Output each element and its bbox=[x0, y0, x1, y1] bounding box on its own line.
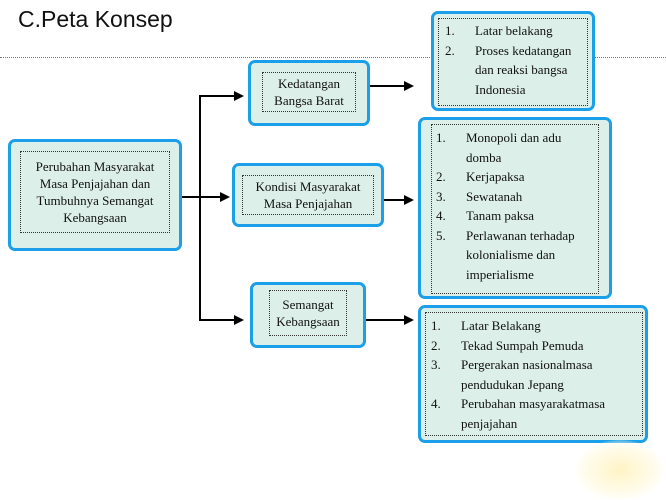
decorative-glow bbox=[575, 440, 665, 500]
detail-list-kondisi bbox=[418, 117, 612, 299]
branch-node-semangat bbox=[250, 282, 366, 348]
root-node bbox=[8, 139, 182, 251]
list-item: 3. Sewatanah bbox=[436, 188, 523, 204]
list-item: 1. Latar Belakang bbox=[431, 318, 541, 333]
list-item: 1. Monopoli dan adu domba bbox=[436, 130, 562, 165]
list-item: 2. Kerjapaksa bbox=[436, 169, 525, 184]
detail-list-semangat bbox=[418, 305, 648, 443]
list-item: 4. Perubahan masyarakatmasa penjajahan bbox=[431, 396, 606, 431]
detail-list-items bbox=[425, 312, 643, 436]
branch-node-kondisi bbox=[232, 163, 384, 227]
detail-list-kedatangan bbox=[431, 11, 595, 111]
list-item: 4. Tanam paksa bbox=[436, 208, 535, 223]
branch-node-label: Kedatangan Bangsa Barat bbox=[262, 72, 356, 112]
list-item: 5. Perlawanan terhadap kolonialisme dan imperialisme bbox=[436, 227, 575, 282]
root-node-label: Perubahan Masyarakat Masa Penjajahan dan Tumbuhnya Semangat Kebangsaan bbox=[20, 151, 170, 233]
branch-node-kedatangan bbox=[248, 60, 370, 126]
detail-list-items bbox=[438, 18, 588, 106]
list-item: 2. Proses kedatangan dan reaksi bangsa Indonesia bbox=[445, 42, 572, 97]
list-item: 2. Tekad Sumpah Pemuda bbox=[431, 337, 584, 353]
page-title: C.Peta Konsep bbox=[18, 6, 173, 32]
list-item: 1. Latar belakang bbox=[445, 23, 553, 38]
branch-node-label: Kondisi Masyarakat Masa Penjajahan bbox=[242, 175, 374, 215]
detail-list-items bbox=[431, 124, 599, 294]
branch-node-label: Semangat Kebangsaan bbox=[269, 290, 347, 336]
list-item: 3. Pergerakan nasionalmasa pendudukan Jepang bbox=[431, 357, 593, 392]
